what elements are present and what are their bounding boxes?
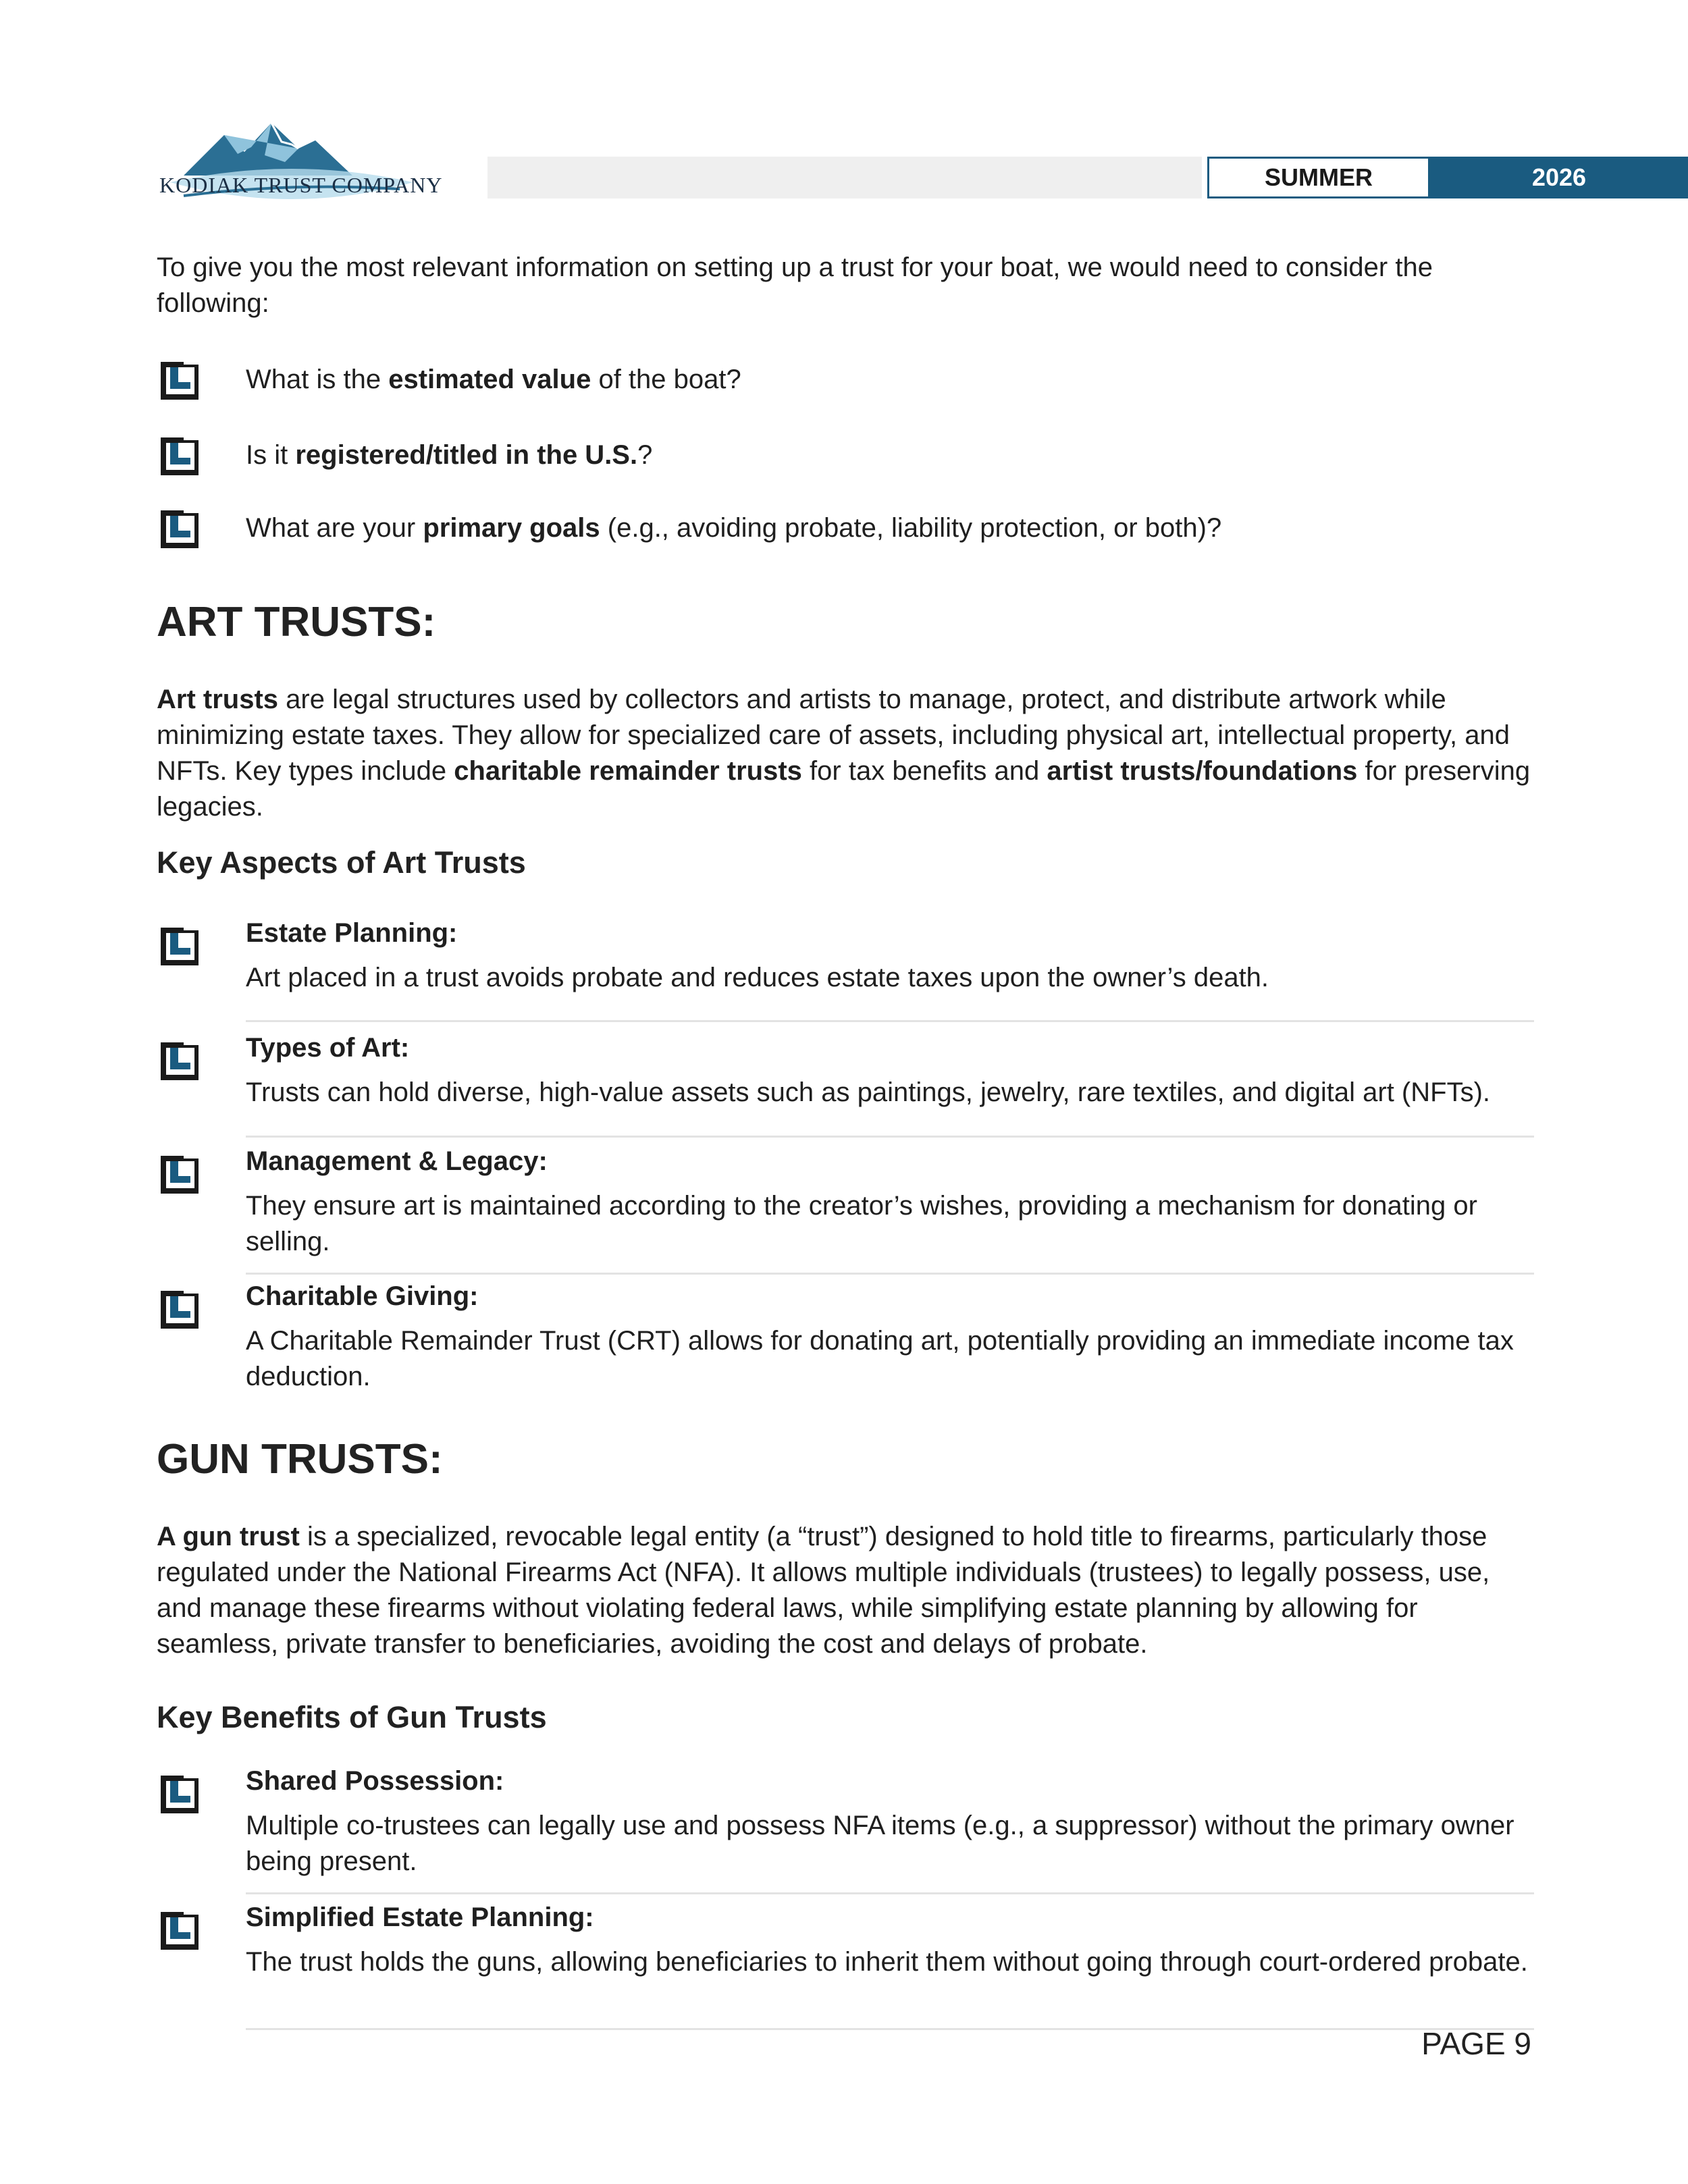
aspect-description: They ensure art is maintained according to the creator’s wishes, providing a mechanism for donating or selling. — [246, 1191, 1477, 1256]
bracket-bullet-icon — [157, 1285, 203, 1331]
bracket-bullet-icon — [157, 1037, 203, 1083]
mountain-logo-icon — [157, 115, 454, 223]
question-text: of the boat? — [591, 365, 741, 394]
question-text: (e.g., avoiding probate, liability protection, or both)? — [600, 513, 1222, 543]
gun-benefits-subheading: Key Benefits of Gun Trusts — [157, 1700, 547, 1734]
question-text: What are your — [246, 513, 423, 543]
page-header — [0, 0, 1688, 230]
question-text: Is it — [246, 440, 296, 470]
divider — [246, 1892, 1534, 1894]
bracket-bullet-icon — [157, 1907, 203, 1952]
page-number: PAGE 9 — [1421, 2026, 1531, 2061]
gun-text: is a specialized, revocable legal entity (a “trust”) designed to hold title to firearms, particularly those regulated under the National Firearms Act (NFA). It allows multiple individuals (trustees) to legally possess, use, and manage these firearms without violating federal laws, while simplifying estate planning by allowing for seamless, private transfer to beneficiaries, avoiding the cost and delays of probate. — [157, 1522, 1490, 1659]
divider — [246, 2028, 1534, 2030]
aspect-description: Trusts can hold diverse, high-value assets such as paintings, jewelry, rare textiles, and digital art (NFTs). — [246, 1077, 1491, 1107]
benefit-description: The trust holds the guns, allowing beneficiaries to inherit them without going through court-ordered probate. — [246, 1947, 1528, 1977]
aspect-title: Estate Planning: — [246, 918, 458, 948]
art-emphasis: charitable remainder trusts — [454, 756, 802, 786]
question-text: ? — [637, 440, 653, 470]
question-emphasis: primary goals — [423, 513, 600, 543]
header-bar — [487, 157, 1202, 198]
aspect-title: Types of Art: — [246, 1033, 410, 1063]
art-emphasis: Art trusts — [157, 685, 279, 714]
divider — [246, 1020, 1534, 1022]
aspect-description: Art placed in a trust avoids probate and reduces estate taxes upon the owner’s death. — [246, 963, 1269, 992]
bracket-bullet-icon — [157, 505, 203, 551]
question-text: What is the — [246, 365, 389, 394]
question-emphasis: estimated value — [388, 365, 591, 394]
art-text: for tax benefits and — [801, 756, 1047, 786]
divider — [246, 1273, 1534, 1275]
aspect-title: Management & Legacy: — [246, 1146, 548, 1176]
bracket-bullet-icon — [157, 356, 203, 402]
art-emphasis: artist trusts/foundations — [1047, 756, 1358, 786]
gun-trusts-paragraph — [157, 1519, 1534, 1662]
art-text: for preserving legacies. — [157, 756, 1531, 822]
question-item — [157, 356, 741, 402]
logo-text: KODIAK TRUST COMPANY — [159, 173, 443, 197]
season-label: SUMMER — [1207, 157, 1430, 198]
divider — [246, 1136, 1534, 1138]
art-trusts-paragraph — [157, 682, 1534, 825]
aspect-description: A Charitable Remainder Trust (CRT) allows for donating art, potentially providing an immediate income tax deduction. — [246, 1326, 1514, 1391]
art-trusts-heading: ART TRUSTS: — [157, 599, 436, 645]
benefit-title: Shared Possession: — [246, 1766, 504, 1796]
intro-paragraph: To give you the most relevant information on setting up a trust for your boat, we would need to consider the following: — [157, 252, 1433, 318]
bracket-bullet-icon — [157, 922, 203, 968]
aspect-title: Charitable Giving: — [246, 1281, 479, 1311]
benefit-title: Simplified Estate Planning: — [246, 1902, 594, 1932]
gun-emphasis: A gun trust — [157, 1522, 300, 1551]
bracket-bullet-icon — [157, 1770, 203, 1816]
bracket-bullet-icon — [157, 432, 203, 478]
year-label: 2026 — [1430, 157, 1688, 198]
question-emphasis: registered/titled in the U.S. — [295, 440, 638, 470]
art-aspects-subheading: Key Aspects of Art Trusts — [157, 845, 526, 880]
question-item — [157, 432, 653, 478]
company-logo — [157, 115, 454, 223]
bracket-bullet-icon — [157, 1150, 203, 1196]
question-item — [157, 505, 1222, 551]
benefit-description: Multiple co-trustees can legally use and possess NFA items (e.g., a suppressor) without the primary owner being present. — [246, 1811, 1514, 1876]
gun-trusts-heading: GUN TRUSTS: — [157, 1436, 443, 1483]
art-text: are legal structures used by collectors and artists to manage, protect, and distribute artwork while minimizing estate taxes. They allow for specialized care of assets, including physical art, intellectual property, and NFTs. Key types include — [157, 685, 1510, 786]
